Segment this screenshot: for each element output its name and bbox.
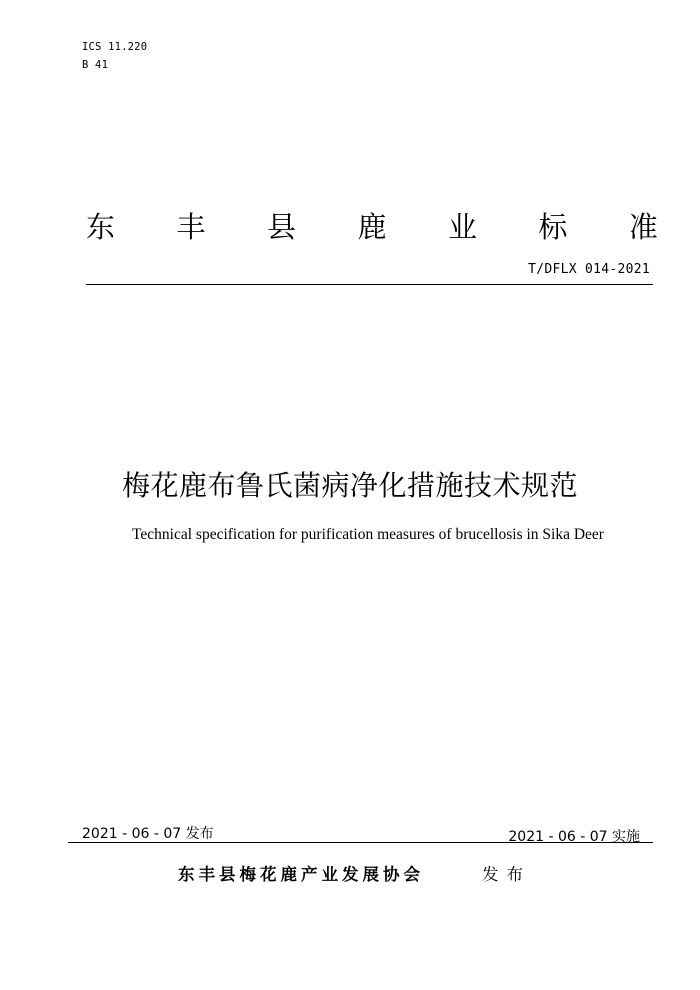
standard-type-char: 鹿 <box>357 209 387 244</box>
publisher-action: 发布 <box>482 865 531 884</box>
header-divider <box>86 284 653 285</box>
classification-codes <box>82 38 147 74</box>
standard-type-heading <box>86 205 658 245</box>
standard-type-char: 县 <box>266 209 296 244</box>
footer-divider <box>68 842 653 843</box>
document-title-english: Technical specification for purification measures of brucellosis in Sika Deer <box>132 526 604 543</box>
publisher-name: 东丰县梅花鹿产业发展协会 <box>178 865 424 884</box>
ics-code: ICS 11.220 <box>82 41 148 53</box>
implementation-date: 2021 - 06 - 07 实施 <box>508 829 640 845</box>
document-title-chinese: 梅花鹿布鲁氏菌病净化措施技术规范 <box>121 469 578 502</box>
standard-type-char: 东 <box>86 209 116 244</box>
ccs-code: B 41 <box>82 59 109 71</box>
standard-type-char: 丰 <box>176 209 206 244</box>
standard-type-char: 标 <box>538 209 568 244</box>
standard-type-char: 准 <box>628 209 658 244</box>
standard-type-char: 业 <box>447 209 477 244</box>
issue-date: 2021 - 06 - 07 发布 <box>82 826 214 842</box>
standard-number: T/DFLX 014-2021 <box>528 262 650 277</box>
